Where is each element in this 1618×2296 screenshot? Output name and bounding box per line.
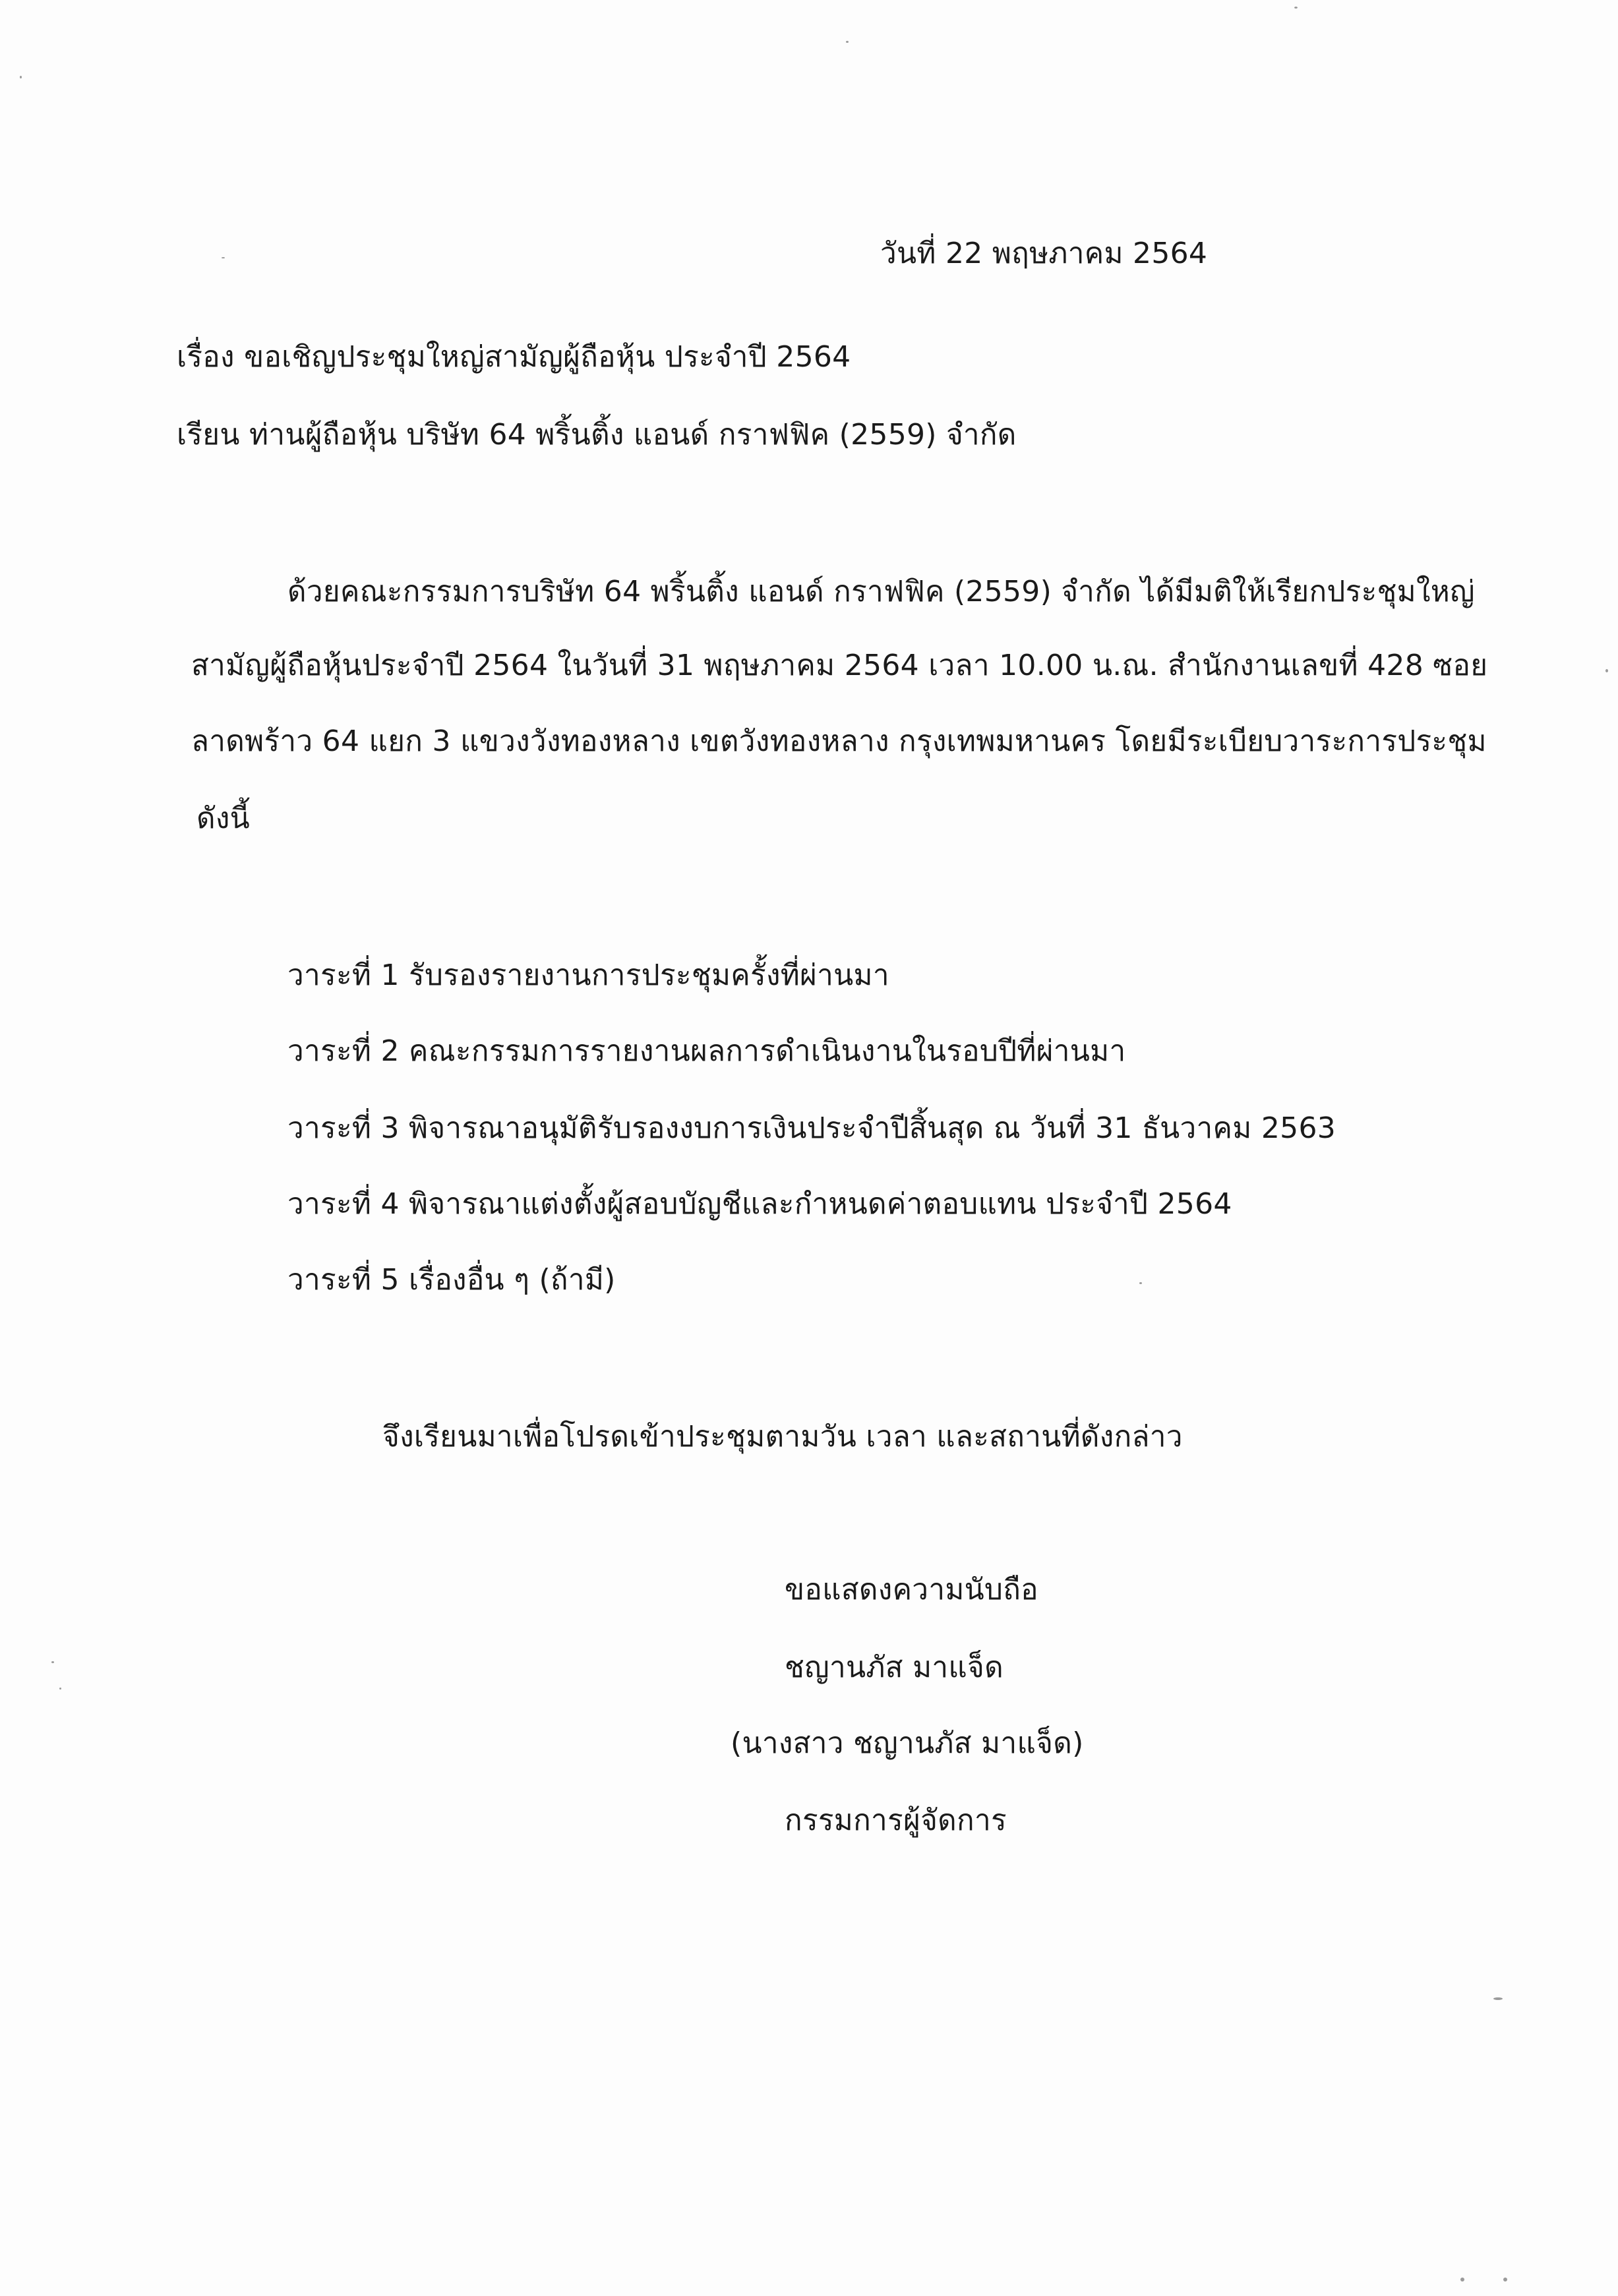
letter-subject: เรื่อง ขอเชิญประชุมใหญ่สามัญผู้ถือหุ้น ประจำปี 2564 [177, 340, 851, 374]
scan-speck [1294, 7, 1298, 9]
signature-name: ชญานภัส มาแจ็ด [785, 1651, 1004, 1684]
body-line-4: ดังนี้ [196, 802, 251, 835]
scan-speck [1139, 1282, 1142, 1284]
scan-speck [1605, 669, 1608, 672]
signature-regards: ขอแสดงความนับถือ [785, 1573, 1038, 1606]
scan-speck [846, 41, 849, 43]
body-line-1: ด้วยคณะกรรมการบริษัท 64 พริ้นติ้ง แอนด์ กราฟฟิค (2559) จำกัด ได้มีมติให้เรียกประชุมใหญ่ [287, 575, 1475, 608]
signature-position: กรรมการผู้จัดการ [785, 1804, 1007, 1837]
letter-date: วันที่ 22 พฤษภาคม 2564 [880, 237, 1208, 270]
agenda-item-5: วาระที่ 5 เรื่องอื่น ๆ (ถ้ามี) [287, 1263, 616, 1297]
scan-speck [1503, 2278, 1507, 2281]
scan-speck [20, 76, 22, 78]
agenda-item-4: วาระที่ 4 พิจารณาแต่งตั้งผู้สอบบัญชีและกำหนดค่าตอบแทน ประจำปี 2564 [287, 1187, 1232, 1221]
scan-speck [1493, 1997, 1503, 2000]
scan-speck [51, 1661, 54, 1663]
scan-speck [222, 257, 225, 258]
signature-full-name: (นางสาว ชญานภัส มาแจ็ด) [731, 1726, 1084, 1760]
scan-speck [59, 1688, 61, 1690]
closing-sentence: จึงเรียนมาเพื่อโปรดเข้าประชุมตามวัน เวลา และสถานที่ดังกล่าว [382, 1420, 1183, 1454]
scan-speck [1460, 2278, 1464, 2281]
agenda-item-1: วาระที่ 1 รับรองรายงานการประชุมครั้งที่ผ่านมา [287, 958, 889, 992]
letter-recipient: เรียน ท่านผู้ถือหุ้น บริษัท 64 พริ้นติ้ง แอนด์ กราฟฟิค (2559) จำกัด [177, 418, 1017, 452]
agenda-item-2: วาระที่ 2 คณะกรรมการรายงานผลการดำเนินงานในรอบปีที่ผ่านมา [287, 1034, 1126, 1068]
body-line-3: ลาดพร้าว 64 แยก 3 แขวงวังทองหลาง เขตวังทองหลาง กรุงเทพมหานคร โดยมีระเบียบวาระการประชุม [191, 724, 1487, 758]
body-line-2: สามัญผู้ถือหุ้นประจำปี 2564 ในวันที่ 31 พฤษภาคม 2564 เวลา 10.00 น.ณ. สำนักงานเลขที่ 428 ซอย [191, 649, 1488, 682]
agenda-item-3: วาระที่ 3 พิจารณาอนุมัติรับรองงบการเงินประจำปีสิ้นสุด ณ วันที่ 31 ธันวาคม 2563 [287, 1111, 1336, 1145]
